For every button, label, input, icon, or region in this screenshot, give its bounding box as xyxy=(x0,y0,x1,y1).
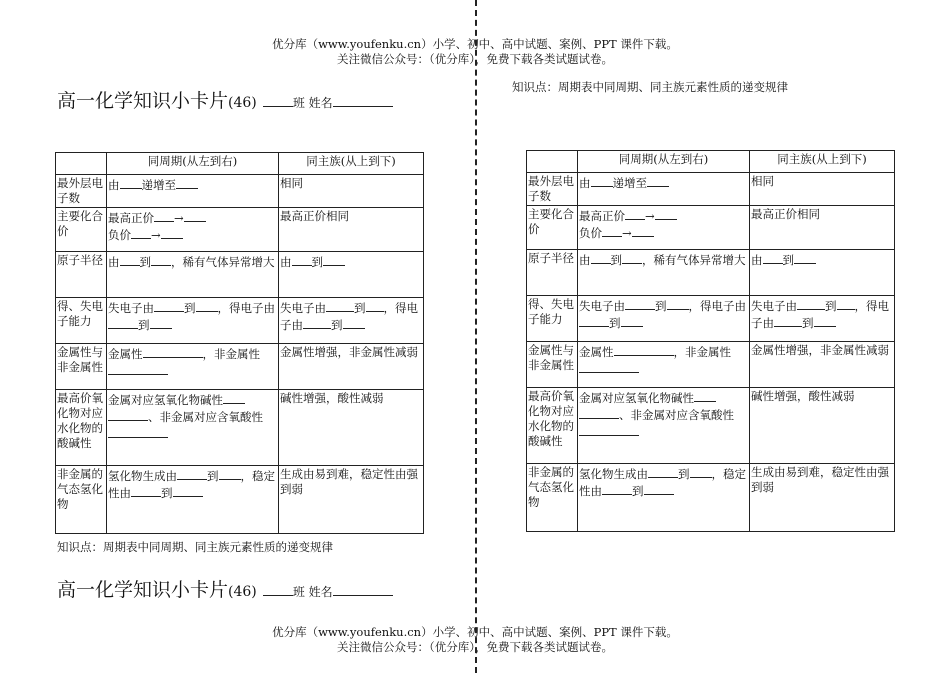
col-header-group: 同主族(从上到下) xyxy=(750,151,895,173)
knowledge-table-left xyxy=(55,152,424,534)
period-cell: 金属对应氢氧化物碱性、非金属对应含氧酸性 xyxy=(578,388,750,464)
period-cell: 由 到 ，稀有气体异常增大 xyxy=(578,250,750,296)
group-cell: 金属性增强，非金属性减弱 xyxy=(750,342,895,388)
group-cell: 由 到 xyxy=(279,252,424,298)
row-label: 主要化合 价 xyxy=(56,208,107,252)
period-cell: 最高正价 → 负价 → xyxy=(578,206,750,250)
group-cell: 由 到 xyxy=(750,250,895,296)
period-cell: 金属性 ，非金属性 xyxy=(578,342,750,388)
period-cell: 金属性 ，非金属性 xyxy=(107,344,279,390)
row-label: 非金属的气态氢化物 xyxy=(527,464,578,532)
row-label: 原子半径 xyxy=(56,252,107,298)
row-label: 得、失电子能力 xyxy=(56,298,107,344)
group-cell: 失电子由 到 ，得电子由 到 xyxy=(279,298,424,344)
row-label: 金属性与非金属性 xyxy=(527,342,578,388)
group-cell: 生成由易到难，稳定性由强到弱 xyxy=(279,466,424,534)
row-label: 得、失电子能力 xyxy=(527,296,578,342)
group-cell: 碱性增强，酸性减弱 xyxy=(750,388,895,464)
row-label: 原子半径 xyxy=(527,250,578,296)
period-cell: 金属对应氢氧化物碱性、非金属对应含氧酸性 xyxy=(107,390,279,466)
period-cell: 由 到 ，稀有气体异常增大 xyxy=(107,252,279,298)
card-title-left-top: 高一化学知识小卡片(46) 班 姓名 xyxy=(57,86,393,113)
period-cell: 由 递增至 xyxy=(107,175,279,208)
period-cell: 氢化物生成由 到 ，稳定性由 到 xyxy=(578,464,750,532)
knowledge-point-right: 知识点：周期表中同周期、同主族元素性质的递变规律 xyxy=(512,80,788,94)
period-cell: 失电子由 到 ，得电子由到 xyxy=(578,296,750,342)
knowledge-table-right xyxy=(526,150,895,532)
period-cell: 最高正价 → 负价 → xyxy=(107,208,279,252)
row-label: 最高价氧化物对应水化物的酸碱性 xyxy=(527,388,578,464)
col-header-period: 同周期(从左到右) xyxy=(578,151,750,173)
row-label: 最高价氧化物对应水化物的酸碱性 xyxy=(56,390,107,466)
col-header-group: 同主族(从上到下) xyxy=(279,153,424,175)
header-line-2: 关注微信公众号：（优分库），免费下载各类试题试卷。 xyxy=(337,52,613,66)
group-cell: 金属性增强，非金属性减弱 xyxy=(279,344,424,390)
group-cell: 相同 xyxy=(750,173,895,206)
row-label: 主要化合 价 xyxy=(527,206,578,250)
group-cell: 相同 xyxy=(279,175,424,208)
group-cell: 碱性增强，酸性减弱 xyxy=(279,390,424,466)
header-line-1: 优分库（www.youfenku.cn）小学、初中、高中试题、案例、PPT 课件下载。 xyxy=(272,37,678,51)
group-cell: 生成由易到难，稳定性由强到弱 xyxy=(750,464,895,532)
card-title-left-bottom: 高一化学知识小卡片(46) 班 姓名 xyxy=(57,575,393,602)
row-label: 非金属的气态氢化物 xyxy=(56,466,107,534)
group-cell: 最高正价相同 xyxy=(279,208,424,252)
row-label: 最外层电子数 xyxy=(56,175,107,208)
col-header-period: 同周期(从左到右) xyxy=(107,153,279,175)
period-cell: 失电子由 到 ，得电子由到 xyxy=(107,298,279,344)
fold-divider xyxy=(475,0,477,673)
footer-line-2: 关注微信公众号：（优分库），免费下载各类试题试卷。 xyxy=(337,640,613,654)
footer-line-1: 优分库（www.youfenku.cn）小学、初中、高中试题、案例、PPT 课件下载。 xyxy=(272,625,678,639)
group-cell: 最高正价相同 xyxy=(750,206,895,250)
knowledge-point-left: 知识点：周期表中同周期、同主族元素性质的递变规律 xyxy=(57,540,333,554)
row-label: 最外层电子数 xyxy=(527,173,578,206)
row-label: 金属性与非金属性 xyxy=(56,344,107,390)
group-cell: 失电子由 到 ，得电子由 到 xyxy=(750,296,895,342)
period-cell: 氢化物生成由 到 ，稳定性由 到 xyxy=(107,466,279,534)
period-cell: 由 递增至 xyxy=(578,173,750,206)
